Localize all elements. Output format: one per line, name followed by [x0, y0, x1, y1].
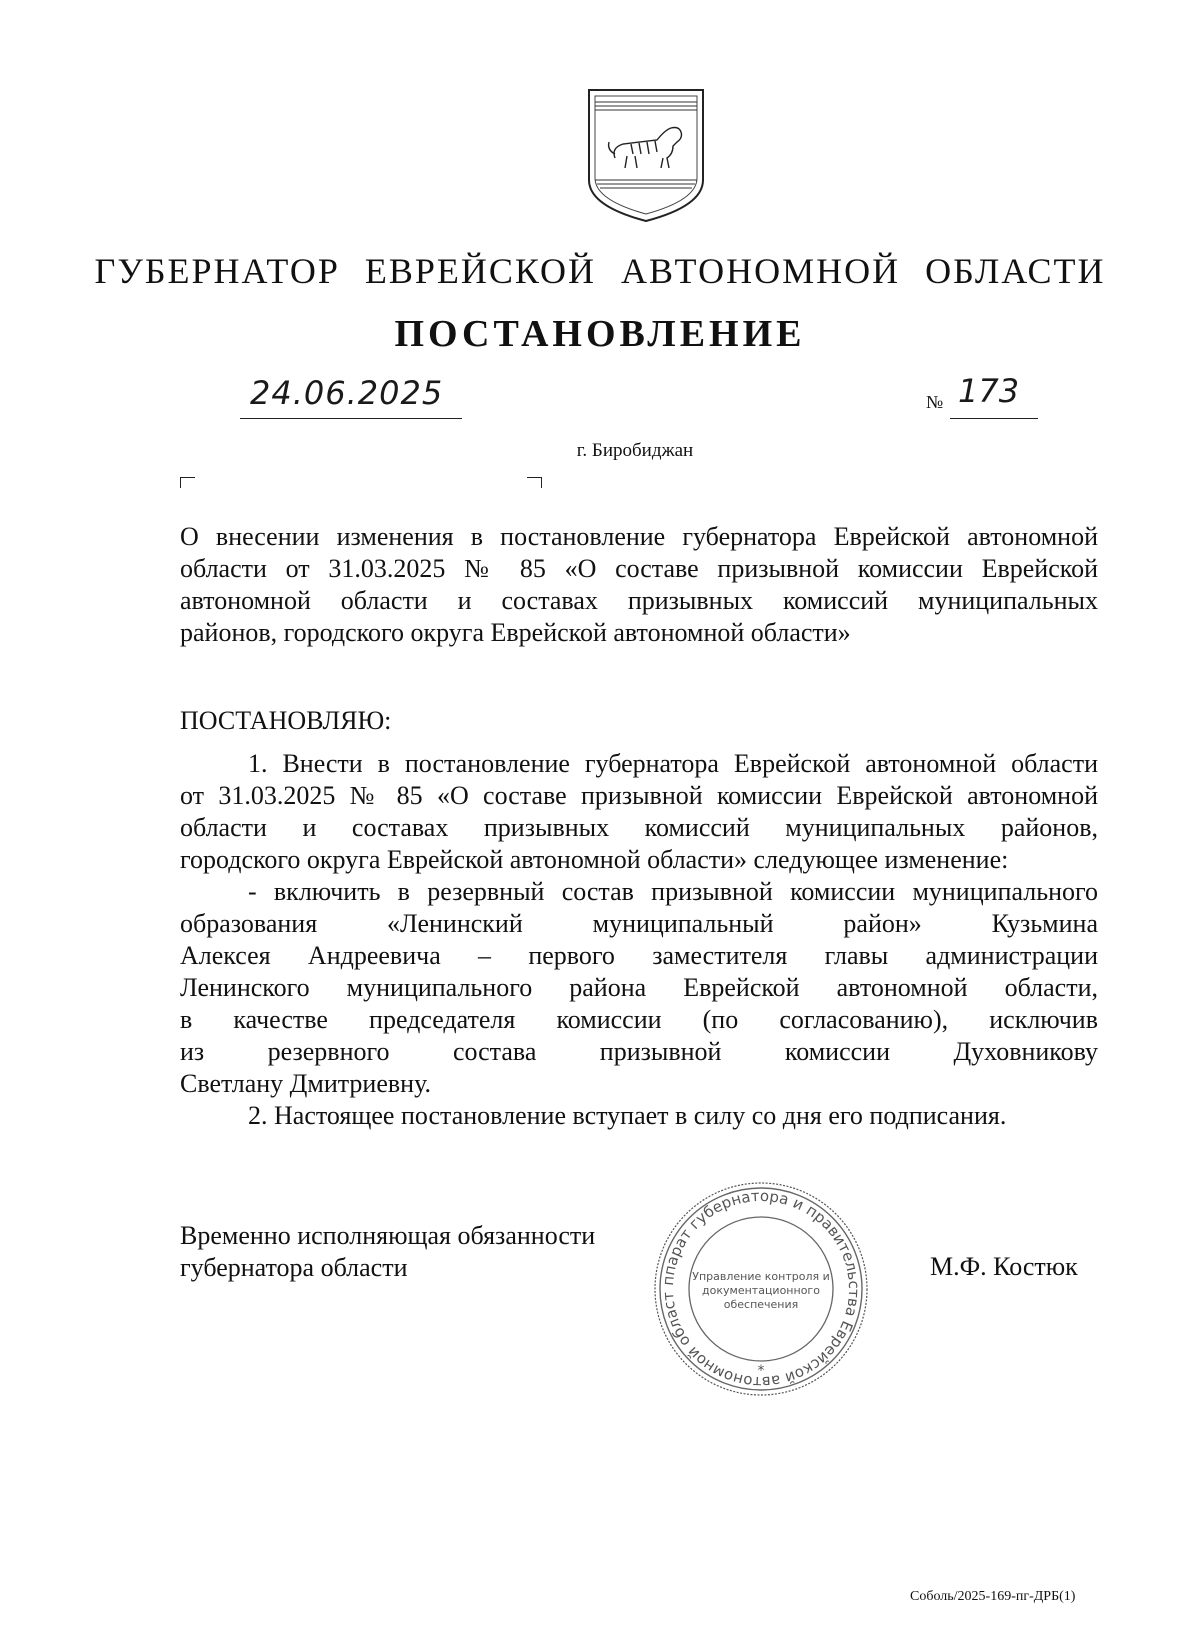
body-line: Светлану Дмитриевну.: [180, 1069, 431, 1098]
signatory-name: М.Ф. Костюк: [930, 1252, 1078, 1281]
body-line: от 31.03.2025 № 85 «О составе призывной комиссии Еврейской автономной: [180, 781, 1098, 810]
stamp-center-line: документационного: [702, 1284, 820, 1297]
official-stamp: [652, 1180, 870, 1398]
stamp-center-line: Управление контроля и: [692, 1270, 830, 1283]
stamp-star-icon: *: [757, 1363, 765, 1379]
body-line: в качестве председателя комиссии (по согласованию), исключив: [180, 1005, 1098, 1034]
signatory-role: [180, 1220, 595, 1284]
subject-corner-right: [527, 477, 542, 488]
body-line: Алексея Андреевича – первого заместителя главы администрации: [180, 941, 1098, 970]
body-line: городского округа Еврейской автономной области» следующее изменение:: [180, 845, 1009, 874]
document-registration-code: Соболь/2025-169-пг-ДРБ(1): [910, 1589, 1076, 1604]
handwritten-date: 24.06.2025: [250, 374, 444, 412]
stamp-center-line: обеспечения: [723, 1298, 799, 1311]
body-line: из резервного состава призывной комиссии Духовникову: [180, 1037, 1098, 1066]
document-body: [180, 748, 1098, 1132]
body-line: области и составах призывных комиссий муниципальных районов,: [180, 813, 1098, 842]
organization-title: ГУБЕРНАТОР ЕВРЕЙСКОЙ АВТОНОМНОЙ ОБЛАСТИ: [94, 251, 1106, 291]
body-line: 1. Внести в постановление губернатора Еврейской автономной области: [248, 749, 1098, 778]
document-type-heading: ПОСТАНОВЛЕНИЕ: [394, 313, 806, 355]
stamp-ring-text: ппарат губернатора и правительства Еврейской автономной област: [658, 1186, 864, 1392]
body-line: - включить в резервный состав призывной комиссии муниципального: [248, 877, 1098, 906]
signatory-role-line: Временно исполняющая обязанности: [180, 1221, 596, 1250]
subject-corner-left: [180, 477, 195, 488]
body-line: 2. Настоящее постановление вступает в силу со дня его подписания.: [248, 1101, 1007, 1130]
body-line: Ленинского муниципального района Еврейской автономной области,: [180, 973, 1098, 1002]
body-line: образования «Ленинский муниципальный район» Кузьмина: [180, 909, 1098, 938]
signatory-role-line: губернатора области: [180, 1253, 408, 1282]
subject-line: О внесении изменения в постановление губернатора Еврейской автономной: [180, 522, 1098, 551]
document-subject: [180, 521, 1098, 649]
decree-word: ПОСТАНОВЛЯЮ:: [180, 706, 392, 735]
subject-line: автономной области и составах призывных комиссий муниципальных: [180, 586, 1098, 615]
handwritten-number: 173: [958, 372, 1020, 410]
number-sign: №: [926, 392, 944, 412]
city-label: г. Биробиджан: [576, 440, 694, 461]
subject-line: области от 31.03.2025 № 85 «О составе призывной комиссии Еврейской: [180, 554, 1098, 583]
coat-of-arms-icon: [587, 88, 705, 223]
subject-line: районов, городского округа Еврейской автономной области»: [180, 618, 851, 647]
